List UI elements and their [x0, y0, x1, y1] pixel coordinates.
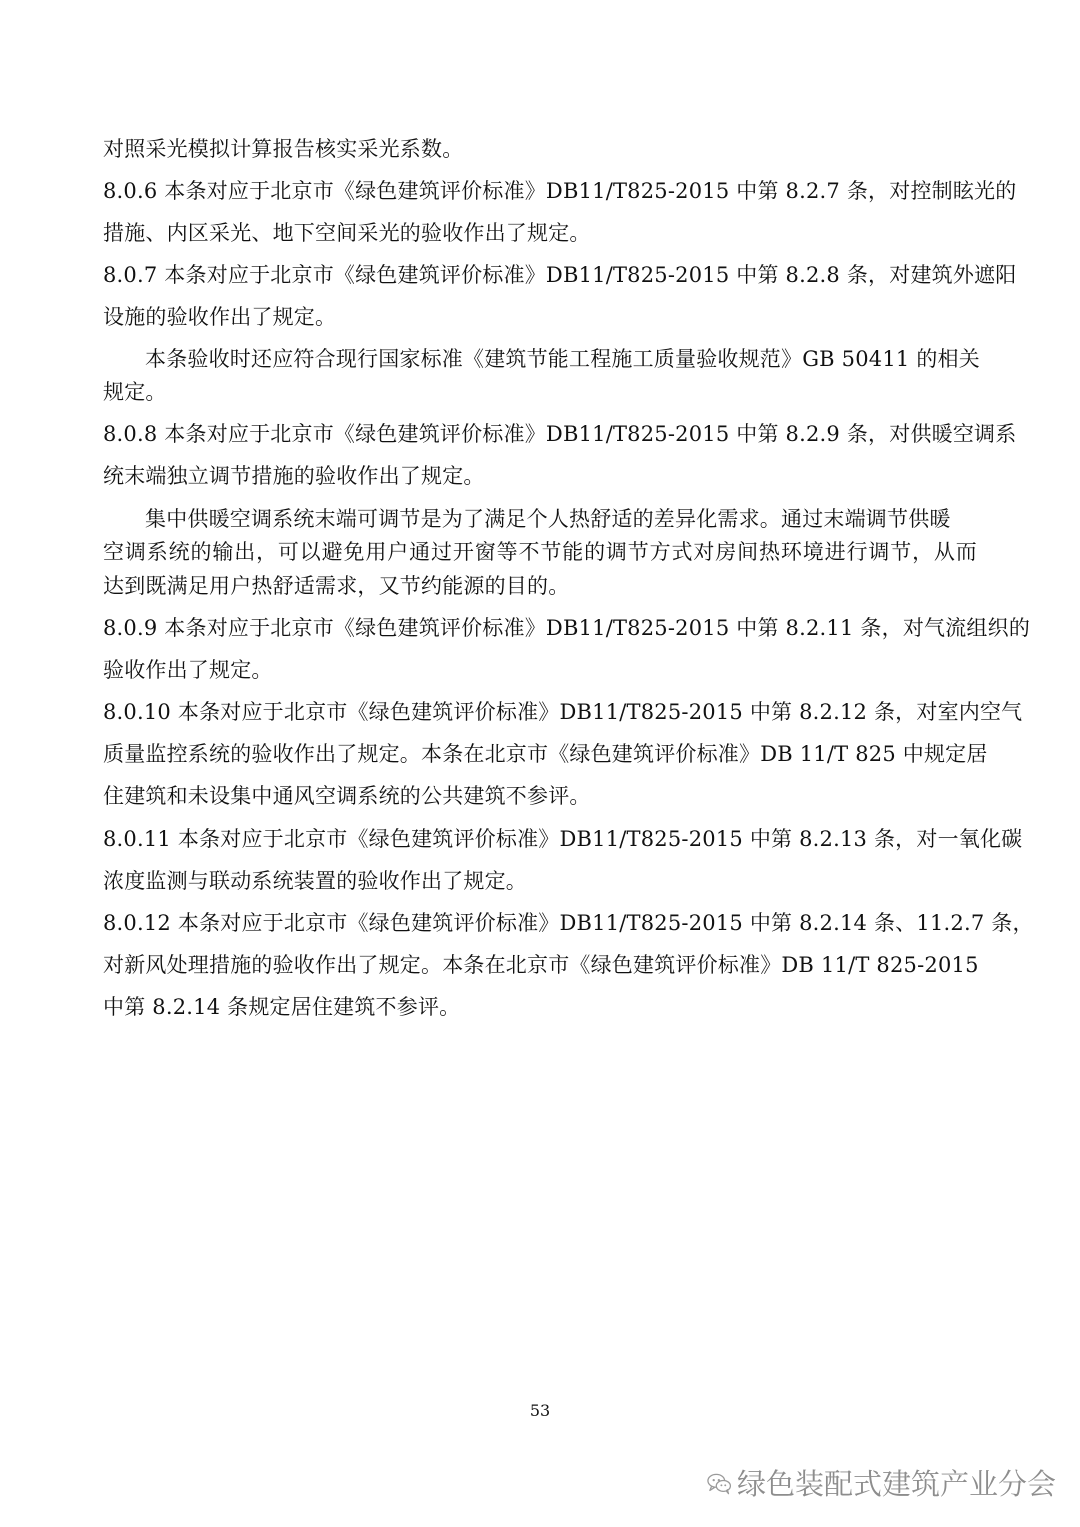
clause-8-0-10-line-2: 质量监控系统的验收作出了规定。本条在北京市《绿色建筑评价标准》DB 11/T 825 中规定居	[103, 742, 988, 766]
clause-8-0-12-line-3: 中第 8.2.14 条规定居住建筑不参评。	[103, 995, 461, 1019]
indented-paragraph-line-3: 集中供暖空调系统末端可调节是为了满足个人热舒适的差异化需求。通过末端调节供暖	[145, 507, 951, 531]
clause-8-0-12-line-1: 8.0.12 本条对应于北京市《绿色建筑评价标准》DB11/T825-2015 中第 8.2.14 条、11.2.7 条，	[103, 911, 1034, 935]
clause-8-0-7-line-1: 8.0.7 本条对应于北京市《绿色建筑评价标准》DB11/T825-2015 中第 8.2.8 条，对建筑外遮阳	[103, 263, 1017, 287]
clause-8-0-11-line-1: 8.0.11 本条对应于北京市《绿色建筑评价标准》DB11/T825-2015 中第 8.2.13 条，对一氧化碳	[103, 827, 1023, 851]
clause-8-0-10-line-3: 住建筑和未设集中通风空调系统的公共建筑不参评。	[103, 784, 591, 808]
clause-8-0-8-line-2: 统末端独立调节措施的验收作出了规定。	[103, 464, 485, 488]
clause-8-0-6-line-2: 措施、内区采光、地下空间采光的验收作出了规定。	[103, 221, 591, 245]
clause-8-0-12-line-2: 对新风处理措施的验收作出了规定。本条在北京市《绿色建筑评价标准》DB 11/T 825-2015	[103, 953, 979, 977]
watermark-text: 绿色装配式建筑产业分会	[736, 1467, 1056, 1501]
wechat-icon	[706, 1465, 733, 1503]
clause-8-0-9-line-1: 8.0.9 本条对应于北京市《绿色建筑评价标准》DB11/T825-2015 中第 8.2.11 条，对气流组织的	[103, 616, 1031, 640]
paragraph-line-4: 空调系统的输出，可以避免用户通过开窗等不节能的调节方式对房间热环境进行调节，从而	[103, 540, 977, 564]
clause-8-0-6-line-1: 8.0.6 本条对应于北京市《绿色建筑评价标准》DB11/T825-2015 中第 8.2.7 条，对控制眩光的	[103, 179, 1017, 203]
account-watermark	[706, 1462, 1056, 1506]
clause-8-0-9-line-2: 验收作出了规定。	[103, 658, 273, 682]
page-number: 53	[529, 1401, 551, 1420]
paragraph-line: 对照采光模拟计算报告核实采光系数。	[103, 137, 464, 161]
paragraph-line-5: 达到既满足用户热舒适需求，又节约能源的目的。	[103, 574, 570, 598]
clause-8-0-7-line-2: 设施的验收作出了规定。	[103, 305, 337, 329]
clause-8-0-8-line-1: 8.0.8 本条对应于北京市《绿色建筑评价标准》DB11/T825-2015 中第 8.2.9 条，对供暖空调系	[103, 422, 1017, 446]
clause-8-0-10-line-1: 8.0.10 本条对应于北京市《绿色建筑评价标准》DB11/T825-2015 中第 8.2.12 条，对室内空气	[103, 700, 1023, 724]
indented-paragraph-line-1: 本条验收时还应符合现行国家标准《建筑节能工程施工质量验收规范》GB 50411 的相关	[145, 347, 980, 371]
indented-paragraph-line-2: 规定。	[103, 380, 167, 404]
clause-8-0-11-line-2: 浓度监测与联动系统装置的验收作出了规定。	[103, 869, 527, 893]
